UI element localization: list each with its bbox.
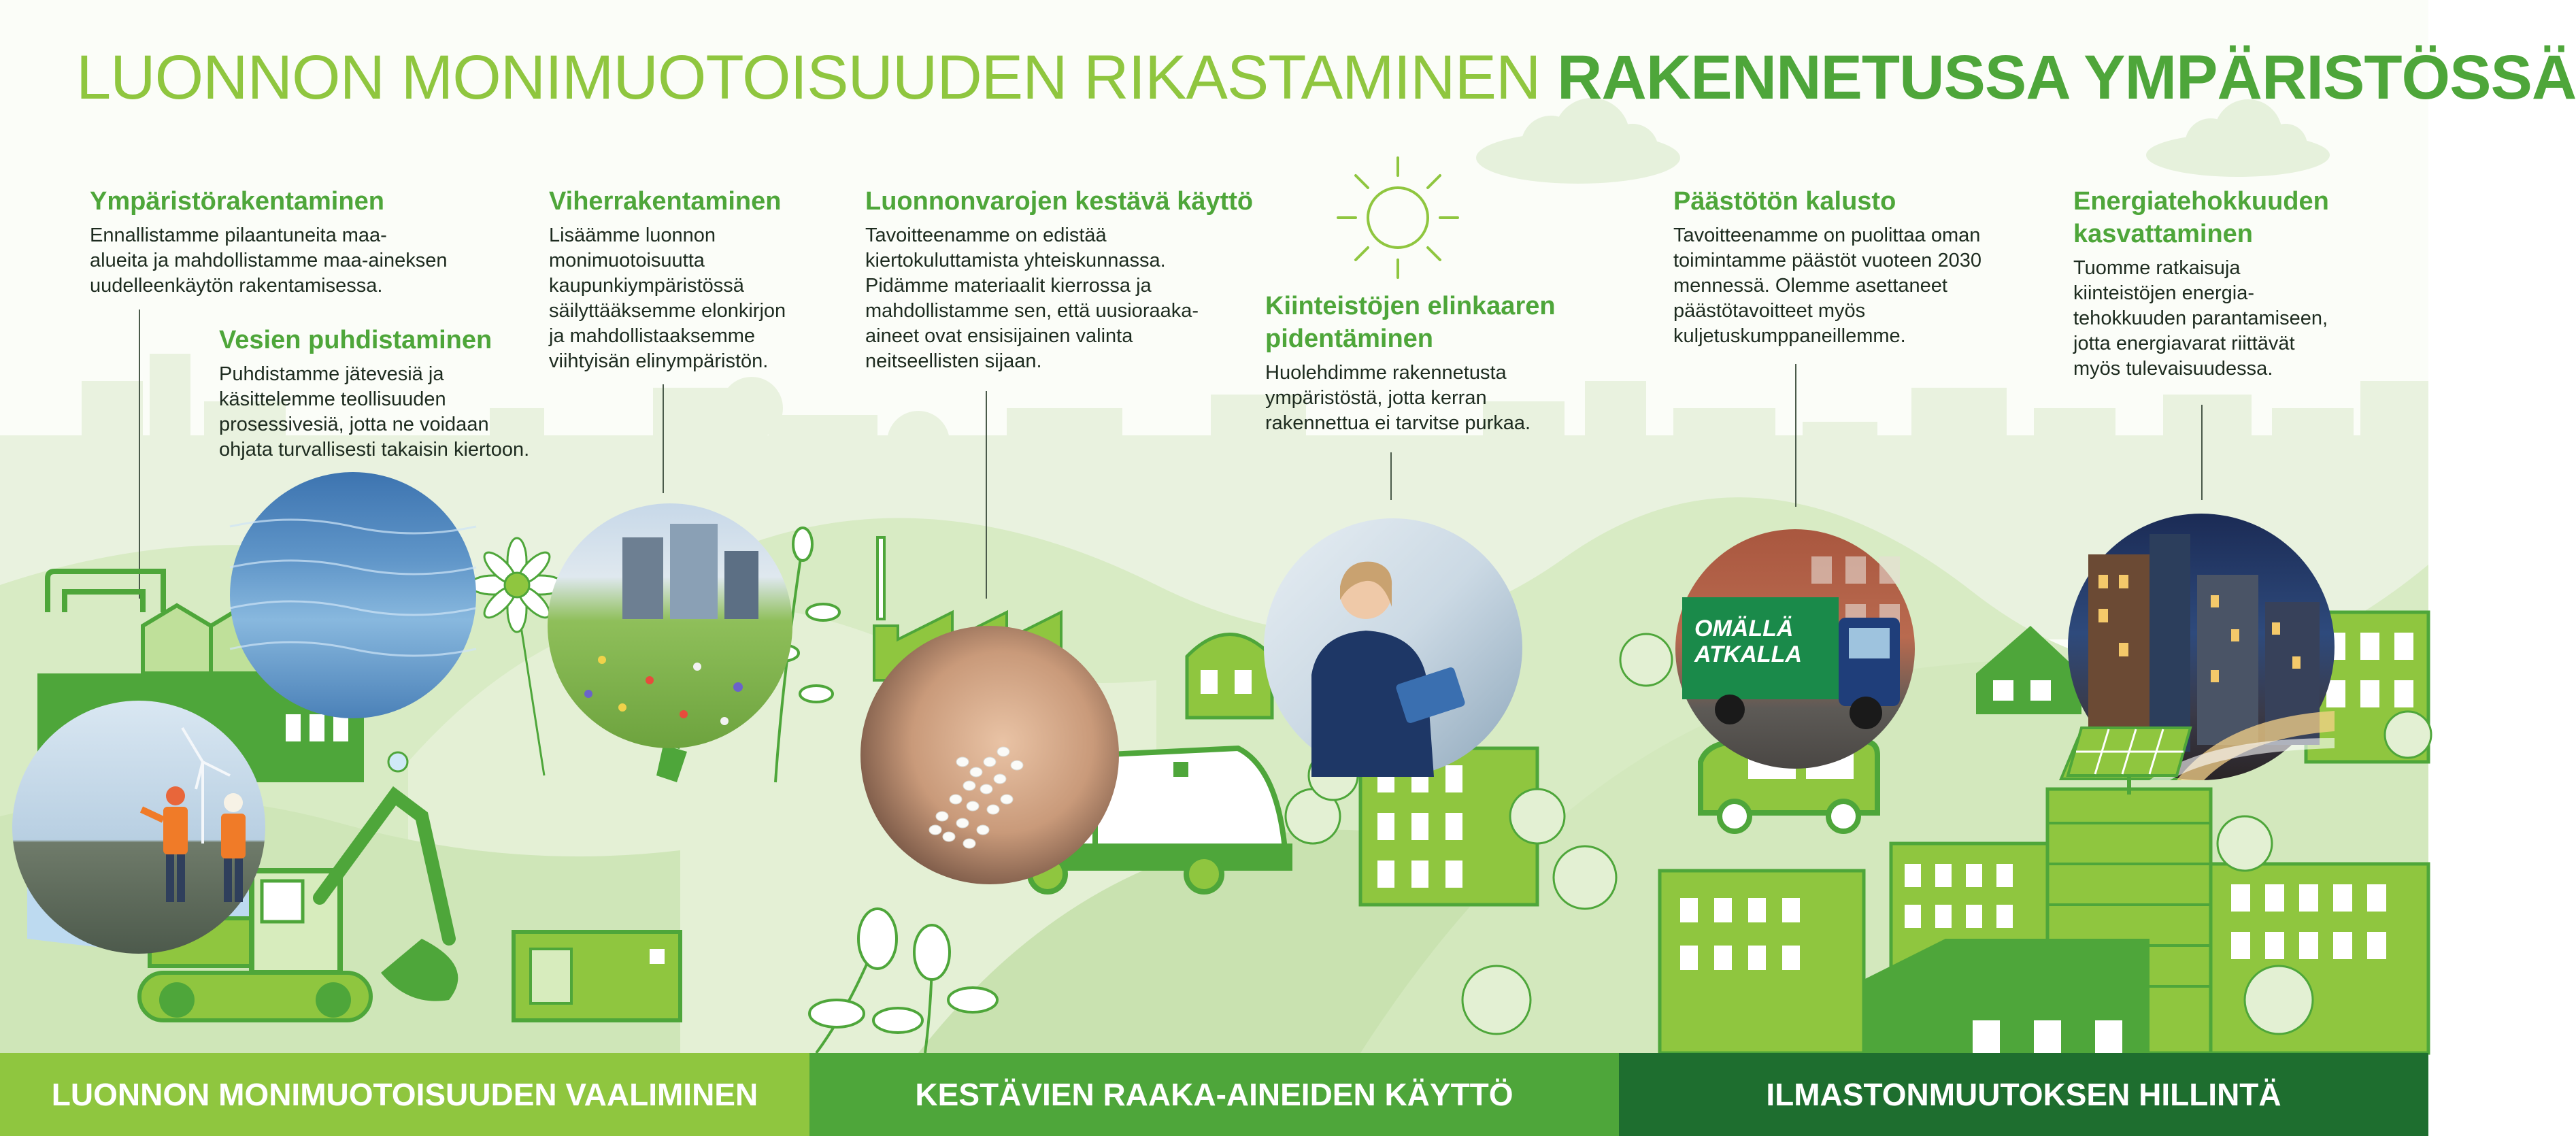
wildflowers-icon — [584, 656, 743, 725]
building-icon — [622, 524, 758, 619]
section-heading — [2073, 185, 2400, 250]
section-heading: Luonnonvarojen kestävä käyttö — [865, 187, 1254, 216]
section-heading: Päästötön kalusto — [1673, 187, 1896, 216]
section-heading: Vesien puhdistaminen — [219, 326, 492, 354]
worker-icon — [141, 786, 188, 902]
section-text-line: käsittelemme teollisuuden — [219, 388, 446, 410]
page-title — [76, 42, 2576, 113]
section-text-line: tehokkuuden parantamiseen, — [2073, 307, 2328, 329]
section-text-line: Tavoitteenamme on edistää — [865, 224, 1107, 246]
meadow-photo — [548, 503, 792, 748]
section-heading: Viherrakentaminen — [549, 187, 782, 216]
section-luonnonvarojen — [865, 185, 1287, 374]
section-heading — [1265, 290, 1646, 355]
section-heading-line: kasvattaminen — [2073, 220, 2254, 248]
section-text-line: Tavoitteenamme on puolittaa oman — [1673, 224, 1981, 246]
section-text-line: päästötavoitteet myös — [1673, 300, 1866, 322]
water-ripple-icon — [230, 472, 476, 718]
truck-sign-line-2: ATKALLA — [1694, 641, 1802, 667]
section-text-line: Lisäämme luonnon — [549, 224, 716, 246]
granules-icon — [860, 626, 1119, 884]
footer-band-climate — [1619, 1053, 2428, 1136]
section-text-line: ja mahdollistaaksemme — [549, 325, 756, 347]
section-text-line: aineet ovat ensisijainen valinta — [865, 325, 1133, 347]
section-text-line: kiertokuluttamista yhteiskunnassa. — [865, 250, 1166, 271]
footer-label: LUONNON MONIMUOTOISUUDEN VAALIMINEN — [51, 1077, 758, 1112]
section-text-line: Ennallistamme pilaantuneita maa- — [90, 224, 387, 246]
section-text-line: Puhdistamme jätevesiä ja — [219, 363, 444, 385]
section-vesien-puhdistaminen — [219, 324, 600, 463]
section-heading-line: Kiinteistöjen elinkaaren — [1265, 292, 1556, 320]
truck-sign-line-1: OMÄLLÄ — [1694, 616, 1794, 641]
section-text-line: Pidämme materiaalit kierrossa ja — [865, 275, 1152, 297]
section-text-line: prosessivesiä, jotta ne voidaan — [219, 414, 489, 435]
worker-icon — [1264, 518, 1522, 777]
workers-wind-turbine-photo — [12, 701, 265, 954]
section-text-line: säilyttääksemme elonkirjon — [549, 300, 786, 322]
section-text-line: neitseellisten sijaan. — [865, 350, 1042, 372]
electric-truck-photo — [1675, 529, 1915, 769]
footer-band-biodiversity — [0, 1053, 809, 1136]
footer-label: ILMASTONMUUTOKSEN HILLINTÄ — [1766, 1077, 2281, 1112]
section-text-line: monimuotoisuutta — [549, 250, 705, 271]
section-text-line: kiinteistöjen energia- — [2073, 282, 2254, 304]
section-ymparistorakentaminen — [90, 185, 512, 299]
waste-container-illustration — [514, 932, 680, 1020]
footer-band-raw-materials — [809, 1053, 1619, 1136]
section-heading-line: pidentäminen — [1265, 324, 1434, 353]
section-text-line: jotta energiavarat riittävät — [2073, 333, 2295, 354]
water-photo — [230, 472, 476, 718]
section-text-line: Huolehdimme rakennetusta — [1265, 362, 1507, 384]
title-light: LUONNON MONIMUOTOISUUDEN RIKASTAMINEN — [76, 43, 1541, 112]
section-heading: Ympäristörakentaminen — [90, 187, 384, 216]
section-text-line: rakennettua ei tarvitse purkaa. — [1265, 412, 1531, 434]
section-text-line: toimintamme päästöt vuoteen 2030 — [1673, 250, 1981, 271]
section-kiinteistojen — [1265, 290, 1646, 436]
section-text-line: myös tulevaisuudessa. — [2073, 358, 2273, 380]
sun-icon — [1338, 158, 1458, 278]
section-text-line: ympäristöstä, jotta kerran — [1265, 387, 1487, 409]
worker-icon — [221, 793, 246, 902]
title-strong: RAKENNETUSSA YMPÄRISTÖSSÄ — [1556, 43, 2576, 112]
section-text-line: viihtyisän elinympäristön. — [549, 350, 769, 372]
section-text-line: alueita ja mahdollistamme maa-aineksen — [90, 250, 448, 271]
section-text-line: Tuomme ratkaisuja — [2073, 257, 2241, 279]
section-energiatehokkuus — [2073, 185, 2400, 382]
worker-with-tablet-photo — [1264, 518, 1522, 777]
section-text-line: mennessä. Olemme asettaneet — [1673, 275, 1947, 297]
footer-label: KESTÄVIEN RAAKA-AINEIDEN KÄYTTÖ — [915, 1077, 1513, 1112]
section-text-line: kaupunkiympäristössä — [549, 275, 744, 297]
section-text-line: kuljetuskumppaneillemme. — [1673, 325, 1906, 347]
solar-panel-icon — [2068, 714, 2204, 796]
section-text-line: uudelleenkäytön rakentamisessa. — [90, 275, 383, 297]
recycled-granules-photo — [860, 626, 1119, 884]
section-text-line: ohjata turvallisesti takaisin kiertoon. — [219, 439, 530, 461]
section-heading-line: Energiatehokkuuden — [2073, 187, 2329, 216]
section-paastoton-kalusto — [1673, 185, 2054, 349]
section-viherrakentaminen — [549, 185, 835, 374]
section-text-line: mahdollistamme sen, että uusioraaka- — [865, 300, 1199, 322]
